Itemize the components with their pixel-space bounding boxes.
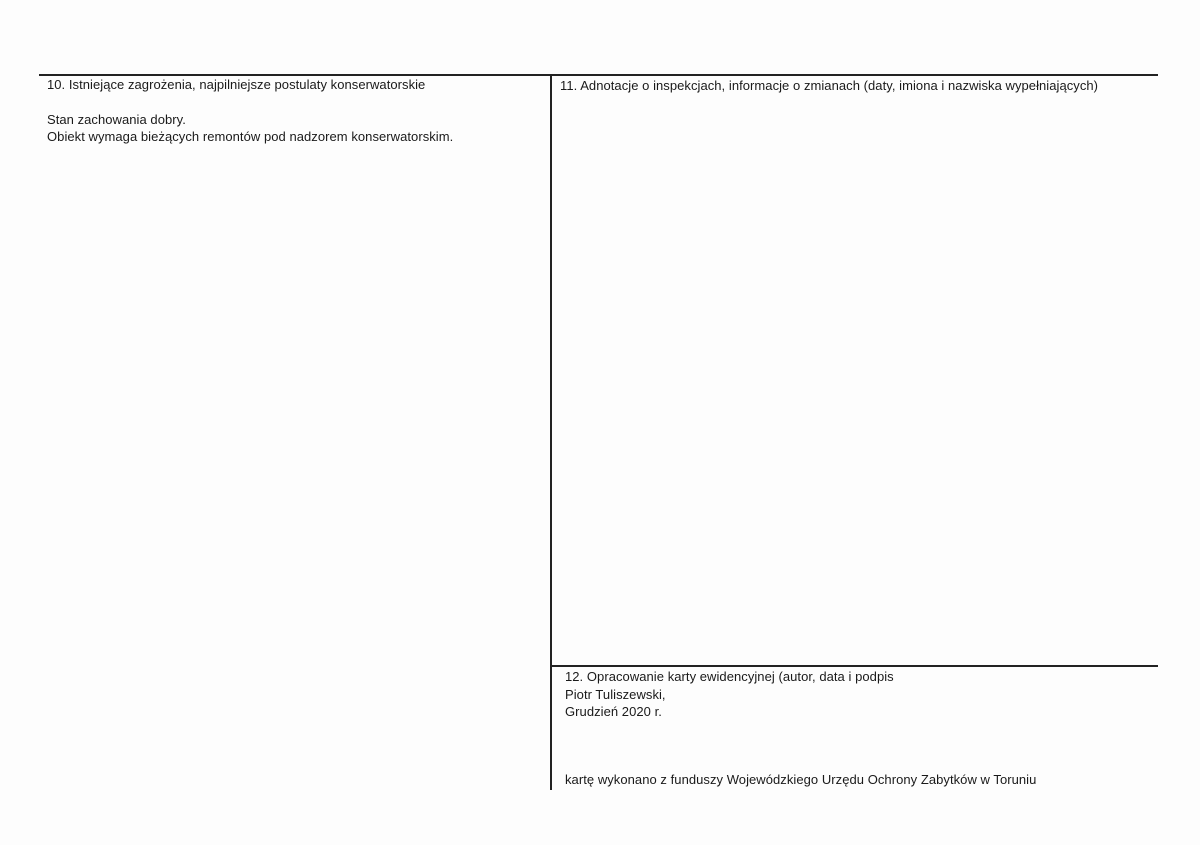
section-12-heading: 12. Opracowanie karty ewidencyjnej (autor, data i podpis [565, 669, 894, 684]
card-date: Grudzień 2020 r. [565, 704, 662, 719]
section-12-rule [551, 665, 1158, 667]
section-10-heading: 10. Istniejące zagrożenia, najpilniejsze postulaty konserwatorskie [47, 77, 426, 92]
section-11-heading: 11. Adnotacje o inspekcjach, informacje o zmianach (daty, imiona i nazwiska wypełniających) [560, 78, 1099, 93]
maintenance-requirement: Obiekt wymaga bieżących remontów pod nadzorem konserwatorskim. [47, 129, 454, 144]
funding-note: kartę wykonano z funduszy Wojewódzkiego Urzędu Ochrony Zabytków w Toruniu [565, 772, 1037, 787]
top-rule [39, 74, 1158, 76]
column-divider [550, 74, 552, 790]
condition-statement: Stan zachowania dobry. [47, 112, 186, 127]
author-name: Piotr Tuliszewski, [565, 687, 666, 702]
